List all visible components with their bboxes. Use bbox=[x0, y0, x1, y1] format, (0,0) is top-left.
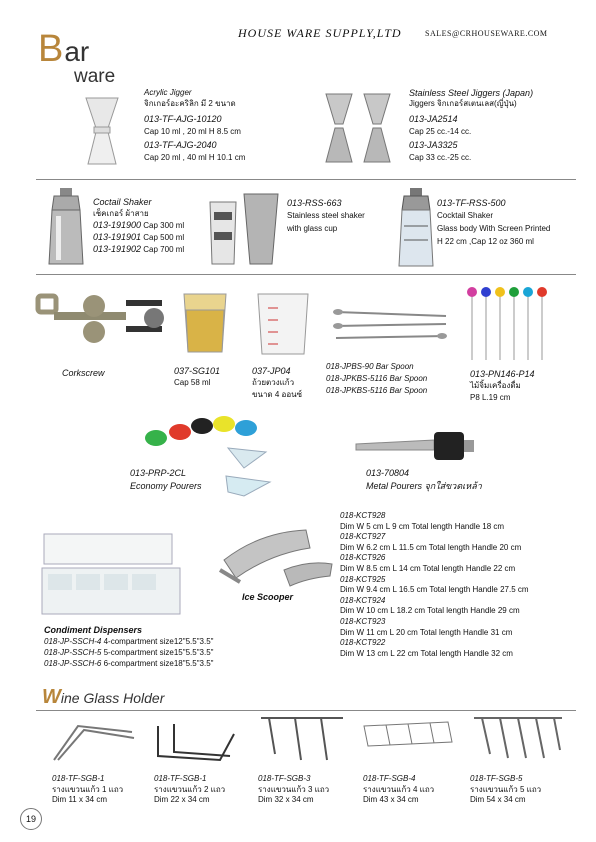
cocktail-shaker-name: Coctail Shaker bbox=[93, 197, 152, 207]
spoon-line1: 018-JPBS-90 Bar Spoon bbox=[326, 362, 414, 371]
rss663-photo bbox=[206, 192, 282, 268]
list-item: 018-KCT928 bbox=[340, 511, 386, 520]
economy-pourers-code: 013-PRP-2CL bbox=[130, 468, 187, 478]
steel-jiggers-thai: Jiggers จิกเกอร์สเตนเลส(ญี่ปุ่น) bbox=[409, 99, 517, 108]
divider bbox=[36, 179, 576, 180]
metal-pourers-code: 013-70804 bbox=[366, 468, 410, 478]
picks-thai: ไม้จิ้มเครื่องดื่ม bbox=[470, 381, 521, 390]
section-title-initial: B bbox=[38, 28, 65, 70]
sg101-code: 037-SG101 bbox=[174, 366, 221, 376]
section-subtitle: ware bbox=[74, 66, 116, 87]
list-item: Dim W 10 cm L 18.2 cm Total length Handle 29 cm bbox=[340, 606, 520, 616]
wine-holder-item: 018-TF-SGB-1 รางแขวนแก้ว 2 แถว Dim 22 x 34 cm bbox=[154, 774, 226, 805]
steel-jiggers-code1: 013-JA2514 bbox=[409, 114, 458, 124]
acrylic-jigger-name: Acrylic Jigger bbox=[144, 88, 192, 97]
bar-spoons-photo bbox=[330, 300, 450, 350]
list-item: 018-KCT927 bbox=[340, 532, 386, 542]
list-item: Dim W 5 cm L 9 cm Total length Handle 18 cm bbox=[340, 521, 505, 531]
rss663-line1: Stainless steel shaker bbox=[287, 211, 365, 220]
ice-scooper-label: Ice Scooper bbox=[242, 592, 294, 602]
rss500-line3: H 22 cm ,Cap 12 oz 360 ml bbox=[437, 237, 534, 246]
list-item: 018-KCT926 bbox=[340, 553, 386, 563]
picks-spec: P8 L.19 cm bbox=[470, 393, 511, 402]
corkscrew-label: Corkscrew bbox=[62, 368, 105, 378]
wine-holder-item: 018-TF-SGB-1 รางแขวนแก้ว 1 แถว Dim 11 x 34 cm bbox=[52, 774, 124, 805]
scoop-list bbox=[340, 511, 529, 659]
picks-code: 013-PN146-P14 bbox=[470, 369, 535, 379]
list-item: Dim W 13 cm L 22 cm Total length Handle 32 cm bbox=[340, 648, 513, 658]
section-title bbox=[38, 28, 89, 71]
steel-jiggers-photo bbox=[322, 88, 394, 168]
corkscrew-photo bbox=[34, 290, 166, 350]
steel-jiggers-spec1: Cap 25 cc.-14 cc. bbox=[409, 127, 472, 136]
rss500-line2: Glass body With Screen Printed bbox=[437, 224, 551, 233]
steel-jiggers-code2: 013-JA3325 bbox=[409, 140, 458, 150]
rss663-code: 013-RSS-663 bbox=[287, 198, 342, 208]
cocktail-shaker-list bbox=[93, 220, 184, 256]
jp04-code: 037-JP04 bbox=[252, 366, 291, 376]
cocktail-shaker-photo bbox=[46, 186, 86, 268]
company-name: HOUSE WARE SUPPLY,LTD bbox=[238, 26, 402, 40]
wine-holder-item: 018-TF-SGB-4 รางแขวนแก้ว 4 แถว Dim 43 x 34 cm bbox=[363, 774, 435, 805]
ice-scooper-photo bbox=[214, 520, 338, 594]
list-item: 018-KCT922 bbox=[340, 638, 386, 648]
acrylic-jigger-photo bbox=[82, 94, 122, 168]
page-number: 19 bbox=[20, 808, 42, 830]
drink-picks-photo bbox=[464, 282, 550, 364]
rss500-photo bbox=[396, 186, 436, 270]
spoon-line2: 018-JPKBS-5116 Bar Spoon bbox=[326, 374, 428, 383]
sgb5-photo bbox=[468, 710, 568, 766]
sg101-spec: Cap 58 ml bbox=[174, 378, 211, 387]
jp04-thai2: ขนาด 4 ออนซ์ bbox=[252, 390, 303, 399]
wine-holder-item: 018-TF-SGB-3 รางแขวนแก้ว 3 แถว Dim 32 x 34 cm bbox=[258, 774, 330, 805]
wine-holder-title: Wine Glass Holder bbox=[42, 686, 165, 708]
list-item: 013-191900 Cap 300 ml bbox=[93, 220, 185, 230]
list-item: 013-191902 Cap 700 ml bbox=[93, 244, 185, 254]
jp04-photo bbox=[254, 290, 312, 358]
sg101-photo bbox=[180, 290, 230, 358]
rss500-line1: Cocktail Shaker bbox=[437, 211, 494, 220]
rss500-code: 013-TF-RSS-500 bbox=[437, 198, 506, 208]
company-email: SALES@CRHOUSEWARE.COM bbox=[425, 29, 548, 38]
condiment-title: Condiment Dispensers bbox=[44, 625, 143, 635]
sgb2-photo bbox=[150, 716, 240, 766]
list-item: 018-KCT923 bbox=[340, 616, 386, 626]
metal-pourers-label: Metal Pourers จุกใส่ขวดเหล้า bbox=[366, 481, 482, 491]
list-item: Dim W 8.5 cm L 14 cm Total length Handle 22 cm bbox=[340, 563, 516, 573]
list-item: 013-191901 Cap 500 ml bbox=[93, 232, 185, 242]
cocktail-shaker-thai: เช็คเกอร์ ผ้าสาย bbox=[93, 209, 149, 218]
list-item: Dim W 9.4 cm L 16.5 cm Total length Handle 27.5 cm bbox=[340, 585, 529, 595]
condiment-dispenser-photo bbox=[38, 530, 184, 618]
divider bbox=[36, 274, 576, 275]
list-item: 018-KCT924 bbox=[340, 595, 386, 605]
list-item: Dim W 11 cm L 20 cm Total length Handle 31 cm bbox=[340, 627, 513, 637]
steel-jiggers-spec2: Cap 33 cc.-25 cc. bbox=[409, 153, 472, 162]
list-item: 018-KCT925 bbox=[340, 574, 386, 584]
sgb3-photo bbox=[255, 710, 349, 766]
spoon-line3: 018-JPKBS-5116 Bar Spoon bbox=[326, 386, 428, 395]
acrylic-jigger-code1: 013-TF-AJG-10120 bbox=[144, 114, 222, 124]
acrylic-jigger-spec2: Cap 20 ml , 40 ml H 10.1 cm bbox=[144, 153, 246, 162]
metal-pourers-photo bbox=[352, 426, 478, 466]
acrylic-jigger-code2: 013-TF-AJG-2040 bbox=[144, 140, 217, 150]
condiment-list bbox=[44, 637, 214, 670]
wine-holder-item: 018-TF-SGB-5 รางแขวนแก้ว 5 แถว Dim 54 x 34 cm bbox=[470, 774, 542, 805]
rss663-line2: with glass cup bbox=[287, 224, 338, 233]
list-item: 018-JP-SSCH-4 4-compartment size12"5.5"3.5" bbox=[44, 637, 214, 646]
jp04-thai1: ถ้วยตวงแก้ว bbox=[252, 378, 295, 387]
sgb1-photo bbox=[48, 716, 138, 766]
steel-jiggers-name: Stainless Steel Jiggers (Japan) bbox=[409, 88, 534, 98]
acrylic-jigger-thai: จิกเกอร์อะคริลิก มี 2 ขนาด bbox=[144, 99, 236, 108]
economy-pourers-label: Economy Pourers bbox=[130, 481, 202, 491]
list-item: Dim W 6.2 cm L 11.5 cm Total length Handle 20 cm bbox=[340, 542, 522, 552]
list-item: 018-JP-SSCH-6 6-compartment size18"5.5"3.5" bbox=[44, 659, 214, 668]
list-item: 018-JP-SSCH-5 5-compartment size15"5.5"3.5" bbox=[44, 648, 214, 657]
acrylic-jigger-spec1: Cap 10 ml , 20 ml H 8.5 cm bbox=[144, 127, 241, 136]
sgb4-photo bbox=[358, 716, 456, 766]
section-title-rest: ar bbox=[64, 36, 90, 67]
